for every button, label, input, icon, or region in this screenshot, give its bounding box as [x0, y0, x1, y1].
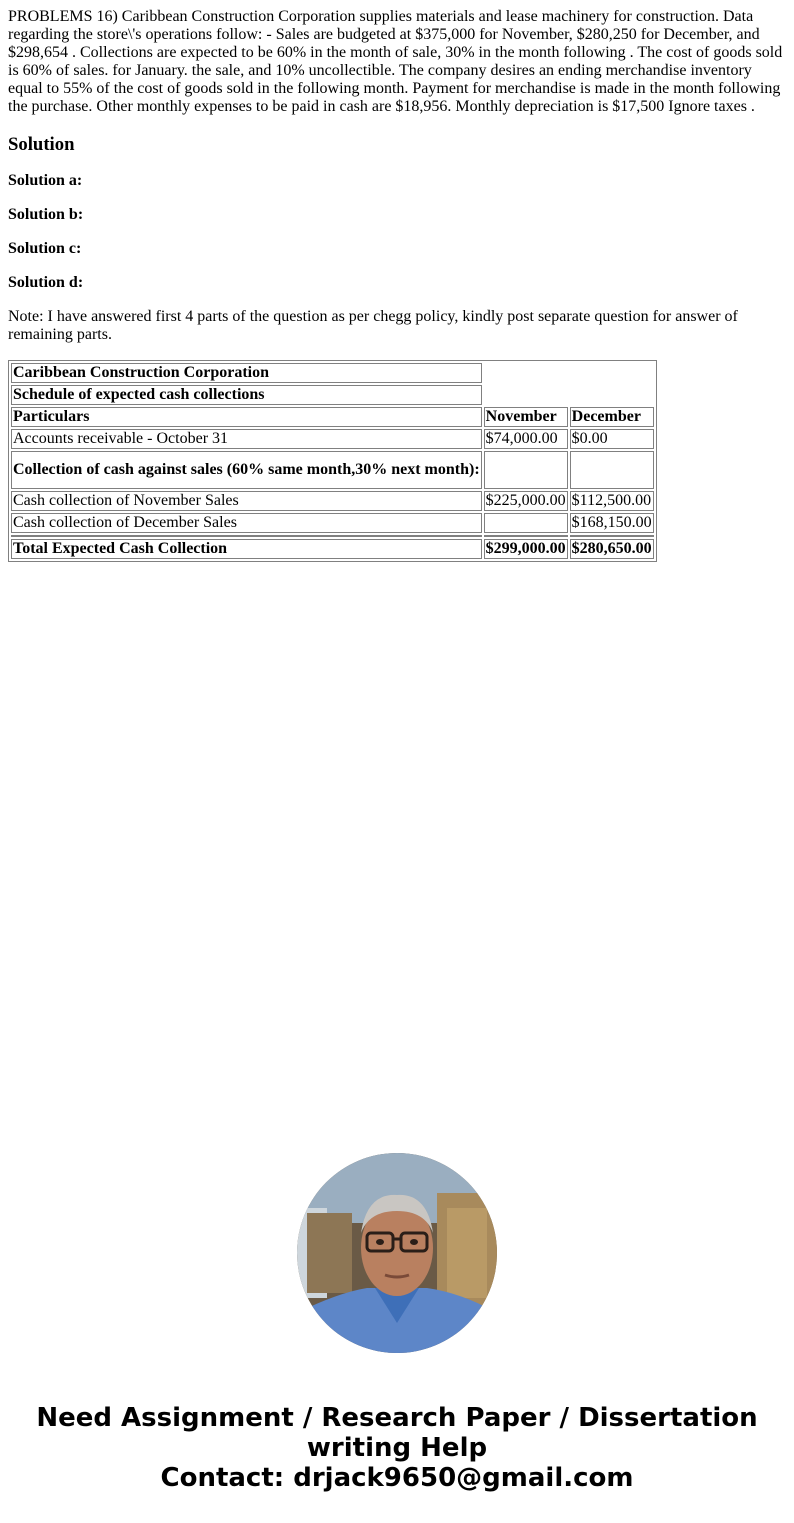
row-november-value [484, 451, 568, 489]
solution-d-label: Solution d: [8, 274, 84, 291]
row-label: Cash collection of December Sales [11, 513, 482, 533]
company-name-cell: Caribbean Construction Corporation [11, 363, 482, 383]
solution-heading: Solution [8, 134, 75, 155]
problem-text: PROBLEMS 16) Caribbean Construction Corporation supplies materials and lease machinery for construction. Data regarding the store\'s operations follow: - Sales are budgeted at $375,000 for November, $280,250 for December, and $298,654 . Collections are expected to be 60% in the month of sale, 30% in the month following . The cost of goods sold is 60% of sales. for January. the sale, and 10% uncollectible. The company desires an ending merchandise inventory equal to 55% of the cost of goods sold in the following month. Payment for merchandise is made in the month following the purchase. Other monthly expenses to be paid in cash are $18,956. Monthly depreciation is $17,500 Ignore taxes . [8, 8, 783, 115]
table-row [11, 363, 654, 383]
table-row [11, 385, 654, 405]
empty-cell [484, 385, 568, 405]
table-total-row [11, 539, 654, 559]
spacer-cell [484, 535, 568, 537]
table-row [11, 429, 654, 449]
cash-collections-table [8, 360, 657, 562]
header-december: December [570, 407, 654, 427]
table-row [11, 513, 654, 533]
header-november: November [484, 407, 568, 427]
promo-banner [0, 1403, 794, 1493]
spacer-cell [570, 535, 654, 537]
person-photo-icon [297, 1153, 497, 1353]
row-december-value: $0.00 [570, 429, 654, 449]
spacer-cell [11, 535, 482, 537]
row-december-value [570, 451, 654, 489]
empty-cell [484, 363, 568, 383]
table-spacer-row [11, 535, 654, 537]
table-header-row [11, 407, 654, 427]
promo-line-2: writing Help [306, 1433, 488, 1463]
total-november-value: $299,000.00 [485, 540, 566, 557]
empty-cell [570, 363, 654, 383]
empty-cell [570, 385, 654, 405]
row-november-value: $74,000.00 [484, 429, 568, 449]
solution-a-label: Solution a: [8, 172, 83, 189]
total-december-value: $280,650.00 [571, 540, 652, 557]
row-label: Accounts receivable - October 31 [11, 429, 482, 449]
row-label: Collection of cash against sales (60% same month,30% next month): [11, 451, 482, 489]
schedule-title-cell: Schedule of expected cash collections [11, 385, 482, 405]
table-row [11, 491, 654, 511]
solution-c-label: Solution c: [8, 240, 82, 257]
row-november-value: $225,000.00 [485, 492, 566, 509]
total-label: Total Expected Cash Collection [11, 539, 482, 559]
table-row [11, 451, 654, 489]
avatar [297, 1153, 497, 1353]
row-november-value [484, 513, 568, 533]
header-particulars: Particulars [11, 407, 482, 427]
row-label: Cash collection of November Sales [11, 491, 482, 511]
promo-line-1: Need Assignment / Research Paper / Dissertation [36, 1403, 758, 1433]
solution-b-label: Solution b: [8, 206, 84, 223]
row-december-value: $112,500.00 [570, 491, 654, 511]
document-body [0, 0, 794, 562]
row-december-value: $168,150.00 [571, 514, 652, 531]
note-text: Note: I have answered first 4 parts of the question as per chegg policy, kindly post separate question for answer of remaining parts. [8, 308, 738, 343]
promo-contact: Contact: drjack9650@gmail.com [160, 1463, 634, 1493]
